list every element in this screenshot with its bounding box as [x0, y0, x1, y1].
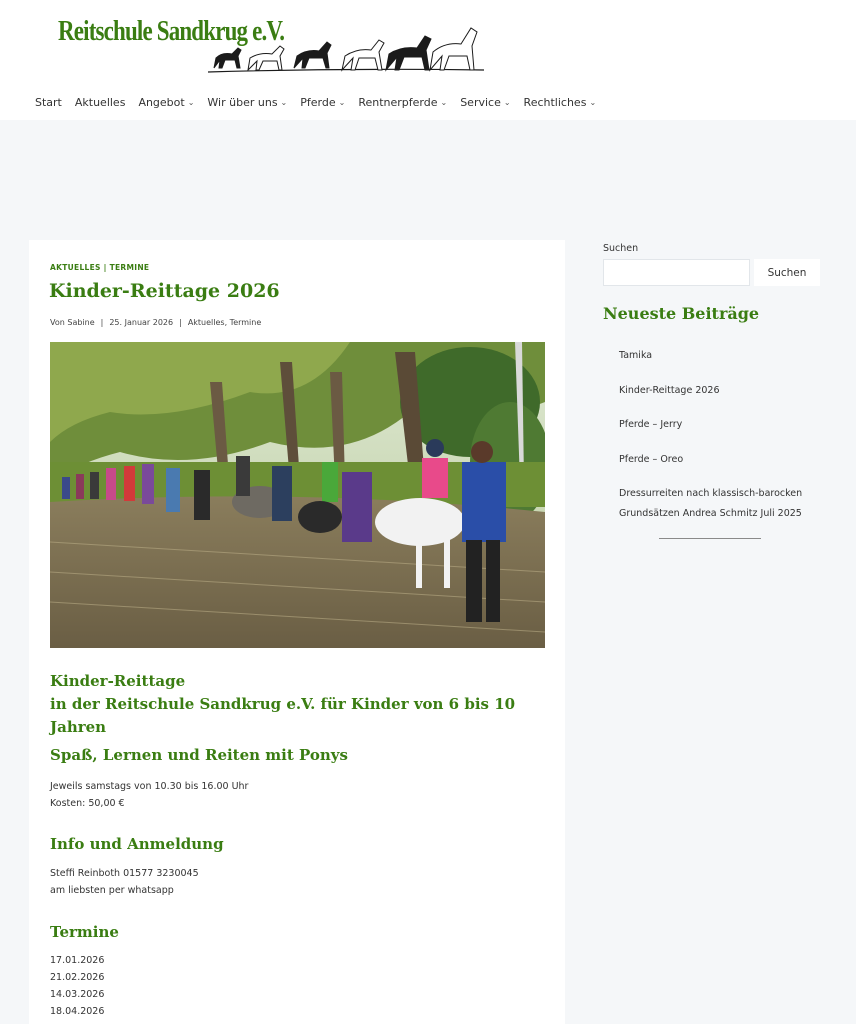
chevron-down-icon: ⌄	[338, 98, 346, 107]
nav-item-wir-ueber-uns[interactable]	[207, 96, 287, 109]
schedule-text	[50, 778, 248, 812]
article-meta	[50, 318, 261, 327]
search-input[interactable]	[603, 259, 750, 286]
chevron-down-icon: ⌄	[187, 98, 195, 107]
meta-date: 25. Januar 2026	[109, 318, 174, 327]
riding-children-photo	[50, 342, 545, 648]
chevron-down-icon: ⌄	[503, 98, 511, 107]
search-label: Suchen	[603, 243, 639, 254]
article-card	[29, 240, 565, 1024]
nav-item-pferde[interactable]	[300, 96, 345, 109]
section-heading-kinder-reittage	[50, 670, 530, 739]
nav-item-start[interactable]	[35, 96, 62, 109]
meta-separator: |	[179, 318, 182, 327]
recent-post-link[interactable]: Kinder-Reittage 2026	[619, 384, 720, 396]
recent-post-link[interactable]: Dressurreiten nach klassisch-barocken Grundsätzen Andrea Schmitz Juli 2025	[619, 488, 803, 519]
section-heading-termine: Termine	[50, 923, 119, 941]
chevron-down-icon: ⌄	[440, 98, 448, 107]
nav-label: Start	[35, 96, 62, 109]
nav-label: Aktuelles	[74, 96, 126, 109]
meta-author[interactable]: Von Sabine	[50, 318, 95, 327]
date-item: 21.02.2026	[50, 972, 105, 983]
nav-label: Angebot	[138, 96, 185, 109]
nav-label: Service	[460, 96, 501, 109]
search-button[interactable]: Suchen	[754, 259, 820, 286]
nav-item-service[interactable]	[460, 96, 510, 109]
date-item: 14.03.2026	[50, 989, 105, 1000]
nav-item-rechtliches[interactable]	[524, 96, 597, 109]
horses-logo-illustration	[206, 10, 486, 76]
recent-posts-list	[619, 346, 829, 539]
recent-post-link[interactable]: Pferde – Oreo	[619, 453, 684, 465]
chevron-down-icon: ⌄	[280, 98, 288, 107]
section-heading-ponys: Spaß, Lernen und Reiten mit Ponys	[50, 746, 348, 764]
chevron-down-icon: ⌄	[589, 98, 597, 107]
date-item: 17.01.2026	[50, 955, 105, 966]
nav-item-aktuelles[interactable]	[75, 96, 126, 109]
nav-label: Rentnerpferde	[358, 96, 438, 109]
meta-separator: |	[100, 318, 104, 327]
contact-text	[50, 865, 199, 899]
recent-post-link[interactable]: Pferde – Jerry	[619, 419, 683, 430]
recent-posts-heading: Neueste Beiträge	[603, 304, 760, 323]
article-title: Kinder-Reittage 2026	[49, 280, 280, 302]
dates-list	[50, 952, 104, 1020]
nav-item-rentnerpferde[interactable]	[358, 96, 447, 109]
article-categories[interactable]: AKTUELLES | TERMINE	[50, 263, 150, 272]
sidebar-divider	[659, 538, 761, 539]
nav-label: Wir über uns	[207, 96, 278, 109]
nav-label: Rechtliches	[523, 96, 587, 109]
nav-label: Pferde	[300, 96, 336, 109]
nav-item-angebot[interactable]	[138, 96, 194, 109]
logo-text: Reitschule Sandkrug e.V.	[58, 16, 285, 47]
site-logo[interactable]	[56, 10, 486, 76]
article-featured-image	[50, 342, 545, 648]
contact-note: am liebsten per whatsapp	[50, 885, 174, 896]
cost-line: Kosten: 50,00 €	[50, 798, 125, 809]
heading-line: Kinder-Reittage	[50, 672, 186, 690]
date-item: 18.04.2026	[50, 1006, 105, 1017]
heading-line: in der Reitschule Sandkrug e.V. für Kinder von 6 bis 10 Jahren	[50, 695, 516, 736]
schedule-line: Jeweils samstags von 10.30 bis 16.00 Uhr	[50, 781, 249, 792]
meta-categories[interactable]: Aktuelles, Termine	[187, 318, 262, 327]
site-header	[0, 0, 856, 120]
contact-line: Steffi Reinboth 01577 3230045	[50, 868, 199, 879]
section-heading-info: Info und Anmeldung	[50, 835, 224, 853]
recent-post-link[interactable]: Tamika	[619, 350, 653, 361]
main-navigation	[35, 96, 609, 109]
